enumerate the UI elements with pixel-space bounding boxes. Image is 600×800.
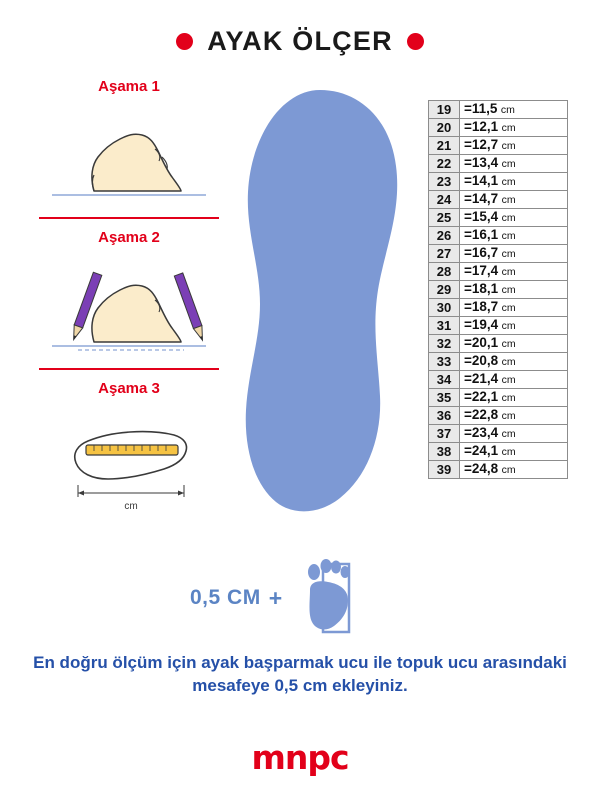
table-row (429, 191, 568, 209)
size-cell: 36 (429, 407, 460, 425)
length-cell: =14,7 cm (460, 191, 568, 209)
size-cell: 23 (429, 173, 460, 191)
instruction-note: En doğru ölçüm için ayak başparmak ucu ile topuk ucu arasındaki mesafeye 0,5 cm ekleyiniz. (33, 653, 567, 695)
table-row (429, 263, 568, 281)
stage-3-unit-label: cm (124, 501, 138, 512)
size-cell: 35 (429, 389, 460, 407)
bullet-dot-icon (176, 33, 193, 50)
length-cell: =22,8 cm (460, 407, 568, 425)
table-row (429, 173, 568, 191)
table-row (429, 353, 568, 371)
size-cell: 25 (429, 209, 460, 227)
length-cell: =20,8 cm (460, 353, 568, 371)
page-title (0, 26, 600, 57)
length-cell: =18,7 cm (460, 299, 568, 317)
size-cell: 37 (429, 425, 460, 443)
footprint-icon (290, 556, 356, 640)
size-cell: 26 (429, 227, 460, 245)
size-table-body (429, 101, 568, 479)
length-cell: =20,1 cm (460, 335, 568, 353)
length-cell: =19,4 cm (460, 317, 568, 335)
half-cm-callout (190, 548, 420, 648)
table-row (429, 299, 568, 317)
length-cell: =12,7 cm (460, 137, 568, 155)
size-cell: 22 (429, 155, 460, 173)
stage-3 (34, 380, 224, 513)
stage-3-label: Aşama 3 (98, 380, 160, 397)
table-row (429, 407, 568, 425)
stage-1 (34, 78, 224, 219)
stage-divider (39, 368, 219, 370)
table-row (429, 101, 568, 119)
size-cell: 29 (429, 281, 460, 299)
length-cell: =21,4 cm (460, 371, 568, 389)
length-cell: =12,1 cm (460, 119, 568, 137)
stage-divider (39, 217, 219, 219)
length-cell: =24,8 cm (460, 461, 568, 479)
length-cell: =23,4 cm (460, 425, 568, 443)
table-row (429, 461, 568, 479)
half-cm-text: 0,5 CM (190, 586, 261, 609)
size-conversion-table (428, 100, 568, 479)
length-cell: =16,1 cm (460, 227, 568, 245)
table-row (429, 317, 568, 335)
stages-column (34, 78, 224, 513)
shoe-insole-icon (228, 84, 413, 534)
size-cell: 30 (429, 299, 460, 317)
table-row (429, 389, 568, 407)
page-title-text: AYAK ÖLÇER (207, 26, 393, 56)
size-cell: 38 (429, 443, 460, 461)
insole-illustration (228, 84, 413, 534)
foot-outline-with-ruler-icon (34, 401, 224, 513)
size-cell: 34 (429, 371, 460, 389)
table-row (429, 443, 568, 461)
foot-side-view-icon (34, 99, 224, 211)
length-cell: =15,4 cm (460, 209, 568, 227)
table-row (429, 137, 568, 155)
size-cell: 20 (429, 119, 460, 137)
size-cell: 32 (429, 335, 460, 353)
size-cell: 33 (429, 353, 460, 371)
stage-1-illustration (34, 99, 224, 211)
size-cell: 21 (429, 137, 460, 155)
length-cell: =22,1 cm (460, 389, 568, 407)
table-row (429, 119, 568, 137)
table-row (429, 209, 568, 227)
brand-logo: mnpc (251, 738, 349, 777)
size-cell: 19 (429, 101, 460, 119)
table-row (429, 335, 568, 353)
size-cell: 28 (429, 263, 460, 281)
size-cell: 39 (429, 461, 460, 479)
size-cell: 24 (429, 191, 460, 209)
size-cell: 27 (429, 245, 460, 263)
table-row (429, 371, 568, 389)
length-cell: =18,1 cm (460, 281, 568, 299)
table-row (429, 245, 568, 263)
length-cell: =14,1 cm (460, 173, 568, 191)
bullet-dot-icon (407, 33, 424, 50)
table-row (429, 227, 568, 245)
table-row (429, 425, 568, 443)
length-cell: =24,1 cm (460, 443, 568, 461)
length-cell: =11,5 cm (460, 101, 568, 119)
stage-2-illustration (34, 250, 224, 362)
size-cell: 31 (429, 317, 460, 335)
foot-with-pencils-icon (34, 250, 224, 362)
stage-3-illustration (34, 401, 224, 513)
length-cell: =13,4 cm (460, 155, 568, 173)
stage-2 (34, 229, 224, 370)
table-row (429, 155, 568, 173)
stage-1-label: Aşama 1 (98, 78, 160, 95)
length-cell: =16,7 cm (460, 245, 568, 263)
length-cell: =17,4 cm (460, 263, 568, 281)
stage-2-label: Aşama 2 (98, 229, 160, 246)
table-row (429, 281, 568, 299)
plus-sign: + (268, 584, 283, 611)
